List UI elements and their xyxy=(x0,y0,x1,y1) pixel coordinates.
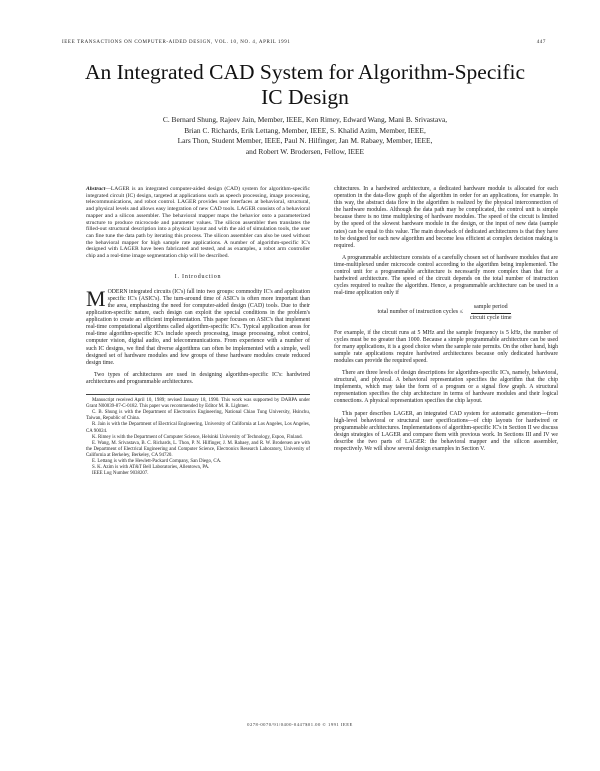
section-heading-introduction: I. Introduction xyxy=(174,273,222,280)
right-paragraph-3: For example, if the circuit runs at 5 MHz and the sample frequency is 5 kHz, the number of cycles must be no greater than 1000. Because a simple programmable architecture can be used for many applications, it is a good choice when the sample rate permits. On the other hand, high sample rate applications require hardwired architectures because only dedicated hardware modules can provide the required speed. xyxy=(334,329,558,364)
footnote: IEEE Log Number 9038207. xyxy=(92,471,149,477)
running-header xyxy=(62,40,546,50)
formula-lhs: total number of instruction cycles ≤ xyxy=(377,309,463,316)
drop-cap: M xyxy=(86,285,106,311)
authors-line-4: and Robert W. Brodersen, Fellow, IEEE xyxy=(245,146,365,156)
abstract-text: —LAGER is an integrated computer-aided design (CAD) system for algorithm-specific integrated circuit (IC) design, targeted at applications such as speech processing, image processing, telecommunications, and robot control. LAGER provides user interfaces at behavioral, structural, and physical levels and allows easy integration of new CAD tools. LAGER consists of a behavioral mapper and a silicon assembler. The behavioral mapper maps the behavior onto a parameterized structure to produce microcode and parameter values. The silicon assembler then translates the filled-out structural description into a physical layout and with the aid of simulation tools, the user can fine tune the data path by iterating this process. The silicon assembler can also be used without the behavioral mapper for high sample rate applications. A number of algorithm-specific IC's designed with LAGER have been fabricated and tested, and as examples, a robot arm controller chip and a real-time image segmentation chip will be described. xyxy=(86,186,310,260)
right-paragraph-5: This paper describes LAGER, an integrated CAD system for automatic generation—from high-level behavioral or structural user specifications—of chip layouts for hardwired or programmable architectures. Implementations of algorithm-specific IC's in Section II we discuss design strategies of LAGER and compare them with previous work. In Sections III and IV we describe the two parts of LAGER: the behavioral mapper and the silicon assembler, respectively. We will show several design examples in Section V. xyxy=(334,410,558,452)
footnote: E. Lettang is with the Hewlett-Packard Company, San Diego, CA. xyxy=(92,458,222,464)
formula-fraction xyxy=(467,304,515,321)
copyright-footer: 0278-0070/91/0400-0447$01.00 © 1991 IEEE xyxy=(247,722,353,727)
paper-title xyxy=(40,60,570,110)
right-paragraph-2: A programmable architecture consists of a carefully chosen set of hardware modules that are time-multiplexed under microcode control according to the algorithm being implemented. The control unit for a programmable architecture is necessarily more complex than that for a hardwired architecture. The speed of the circuit depends on the total number of instruction cycles required to realize the algorithm. Hence, a programmable architecture can be used in a real-time application only if xyxy=(334,254,558,297)
footnote: K. Rimey is with the Department of Computer Science, Helsinki University of Technology, Espoo, Finland. xyxy=(92,434,303,440)
footnote: E. Wang, M. Srivastava, B. C. Richards, L. Thon, P. N. Hilfinger, J. M. Rabaey, and R. W. Brodersen are with the Department of Electrical Engineering and Computer Science, Electronics Research Laboratory, University of California at Berkeley, Berkeley, CA 94720. xyxy=(86,440,310,458)
intro-paragraph-1-text: ODERN integrated circuits (IC's) fall into two groups: commodity IC's and application specific IC's (ASIC's). The turn-around time of ASIC's is often more important than the area, emphasizing the need for computer-aided design (CAD) tools. Due to their application-specific nature, each design can exploit the special conditions in the problem's application to create an efficient implementation. This paper focuses on ASIC's that implement real-time computational algorithms called algorithm-specific IC's. Typical application areas for real-time algorithm-specific IC's include speech processing, image processing, robot control, computer vision, digital audio, and telecommunications. From experience with a number of such IC designs, we find that diverse algorithms can often be implemented with a simple, well designed set of hardware modules and few groups of these hardware modules create reduced design time. xyxy=(86,288,310,366)
footnote: R. Jain is with the Department of Electrical Engineering, University of California at Los Angeles, Los Angeles, CA 90024. xyxy=(86,422,310,434)
formula-denominator: circuit cycle time xyxy=(469,314,512,321)
formula-numerator: sample period xyxy=(471,304,511,313)
author-list xyxy=(90,115,520,157)
intro-paragraph-2: Two types of architectures are used in designing algorithm-specific IC's: hardwired architectures and programmable architectures. xyxy=(86,371,310,385)
cycle-count-formula xyxy=(334,304,558,321)
footnote: C. B. Shung is with the Department of Electronics Engineering, National Chiao Tung University, Hsinchu, Taiwan, Republic of China. xyxy=(86,410,310,422)
footnote: Manuscript received April 10, 1989; revised January 18, 1990. This work was supported by DARPA under Grant N00039-87-C-0182. This paper was recommended by Editor M. R. Lightner. xyxy=(86,398,310,410)
footnote: S. K. Azim is with AT&T Bell Laboratories, Allentown, PA. xyxy=(92,465,210,471)
authors-line-3: Lars Thon, Student Member, IEEE, Paul N. Hilfinger, Jan M. Rabaey, Member, IEEE, xyxy=(177,136,433,146)
authors-line-2: Brian C. Richards, Erik Lettang, Member, IEEE, S. Khalid Azim, Member, IEEE, xyxy=(184,125,426,135)
page-number: 447 xyxy=(536,40,546,45)
journal-name: IEEE TRANSACTIONS ON COMPUTER-AIDED DESIGN, VOL. 10, NO. 4, APRIL 1991 xyxy=(62,40,291,45)
right-column xyxy=(334,186,558,458)
abstract-label: Abstract xyxy=(86,186,106,192)
footnotes xyxy=(86,394,310,477)
title-line-2: IC Design xyxy=(261,85,349,109)
intro-paragraph-1 xyxy=(86,285,310,367)
abstract xyxy=(86,186,310,260)
left-column xyxy=(86,186,310,477)
authors-line-1: C. Bernard Shung, Rajeev Jain, Member, IEEE, Ken Rimey, Edward Wang, Mani B. Srivastava, xyxy=(162,115,448,124)
title-line-1: An Integrated CAD System for Algorithm-Specific xyxy=(84,60,526,84)
right-paragraph-4: There are three levels of design descriptions for algorithm-specific IC's, namely, behavioral, structural, and physical. A behavioral representation specifies the algorithm that the chip implements, which may take the form of a program or a signal flow graph. A structural representation specifies the chip architecture in terms of hardware modules and their logical connections. A physical representation specifies the chip layout. xyxy=(334,370,558,405)
right-paragraph-1: chitectures. In a hardwired architecture, a dedicated hardware module is allocated for each operation in the data-flow graph of the algorithm in order for an applications, for example. In this way, the abstract data flow in the algorithm is realized by the physical interconnection of the hardware modules. Although the data path may be complicated, the control unit is simple because there is no time multiplexing of hardware modules. The speed of the circuit is limited by the speed of the slowest hardware module in the design, or the input of new data (sample rates) can be equal to this value. The main drawback of dedicated architectures is that they have to be designed for each new algorithm and become less efficient at complex decision making is required. xyxy=(334,186,558,249)
